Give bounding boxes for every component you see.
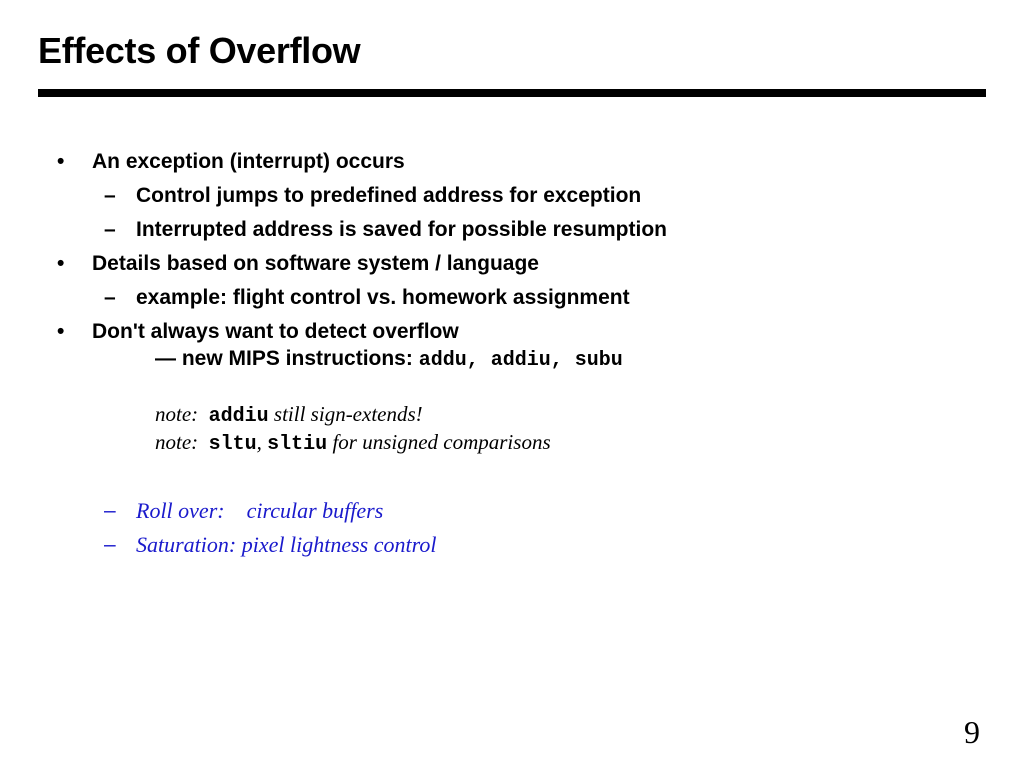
saturation-item: Saturation: pixel lightness control [136,532,437,557]
note-label: note: [155,430,199,454]
note-line [155,430,551,456]
bullet-marker: • [57,150,65,173]
sub-bullet-marker: – [104,533,116,556]
roll-over-item [136,498,383,524]
bullet-text: An exception (interrupt) occurs [92,150,405,173]
note-code: sltu [208,433,257,456]
sub-bullet-text: Interrupted address is saved for possible resumption [136,218,667,241]
sub-bullet-text: Control jumps to predefined address for exception [136,184,642,207]
note-separator: , [256,430,262,454]
sub-bullet-marker: – [104,286,116,309]
slide-title: Effects of Overflow [38,30,361,71]
page-number: 9 [964,714,980,750]
note-text: still sign-extends! [273,402,423,426]
sub-bullet-marker: – [104,184,116,207]
roll-over-text: circular buffers [246,498,384,523]
mips-code: addu, addiu, subu [418,349,623,372]
sub-bullet-text: example: flight control vs. homework assignment [136,286,630,309]
note-code: addiu [208,405,269,428]
note-line [155,402,423,428]
mips-instructions-line [155,347,623,372]
sub-bullet-marker: – [104,499,116,522]
note-text: for unsigned comparisons [332,430,551,454]
note-code: sltiu [267,433,328,456]
roll-over-label: Roll over: [136,498,225,523]
bullet-marker: • [57,320,65,343]
mips-prefix: — new MIPS instructions: [155,347,419,370]
bullet-text: Don't always want to detect overflow [92,320,459,343]
bullet-marker: • [57,252,65,275]
title-divider [38,89,986,97]
sub-bullet-marker: – [104,218,116,241]
bullet-text: Details based on software system / language [92,252,539,275]
note-label: note: [155,402,199,426]
